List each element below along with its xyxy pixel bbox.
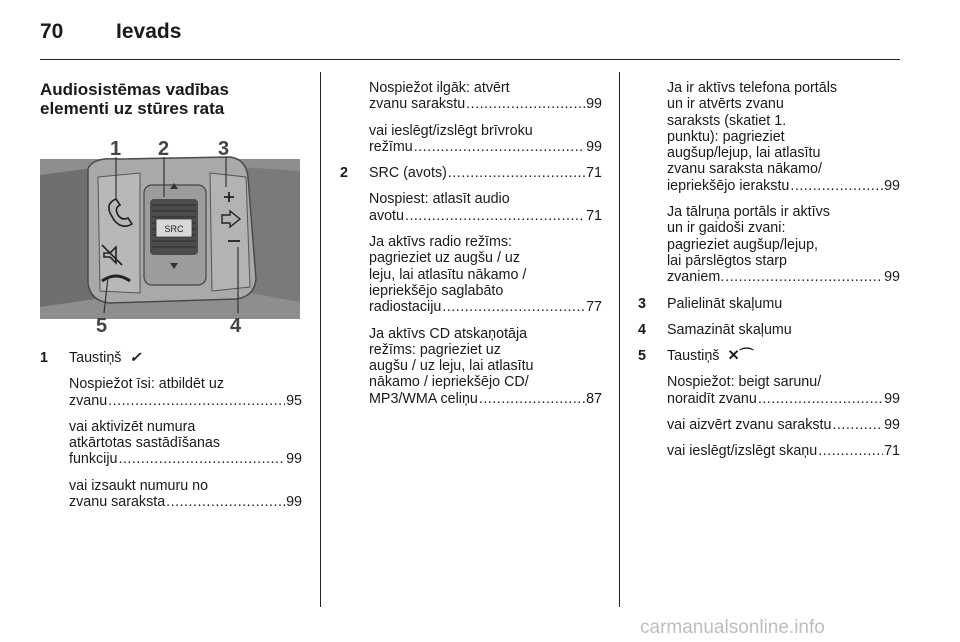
dot-leader	[118, 451, 285, 467]
dot-leader	[832, 417, 883, 433]
dot-leader	[758, 391, 883, 407]
item-4-label: Samazināt skaļumu	[667, 321, 792, 338]
page-ref: 99	[884, 390, 900, 407]
column-2	[340, 80, 602, 417]
text-line: noraidīt zvanu	[667, 390, 757, 407]
page-ref: 99	[586, 138, 602, 155]
toc-line	[369, 208, 602, 224]
text-line: atkārtotas sastādīšanas	[69, 435, 220, 452]
header-rule	[40, 59, 900, 60]
toc-line	[69, 451, 302, 467]
item-5-number: 5	[638, 348, 646, 365]
text-line: iepriekšējo ierakstu	[667, 177, 790, 194]
page-ref: 87	[586, 390, 602, 407]
text-line: pagrieziet augšup/lejup,	[667, 236, 819, 253]
text-line: Nospiežot: beigt sarunu/	[667, 374, 822, 391]
text-line: MP3/WMA celiņu	[369, 390, 478, 407]
callout-3: 3	[218, 138, 230, 160]
item-4	[638, 322, 900, 338]
item-3-label: Palielināt skaļumu	[667, 295, 783, 312]
text-line: avotu	[369, 207, 404, 224]
item-2	[340, 165, 602, 181]
col2-para-3	[340, 191, 602, 224]
toc-line	[369, 299, 602, 315]
toc-line	[667, 417, 900, 433]
text-line: pagrieziet uz augšu / uz	[369, 250, 521, 267]
dot-leader	[725, 269, 883, 285]
toc-line	[69, 393, 302, 409]
item-5-label: Taustiņš	[667, 348, 720, 365]
col2-para-4	[340, 234, 602, 315]
text-line: leju, lai atlasītu nākamo /	[369, 266, 527, 283]
text-line: zvaniem.	[667, 269, 725, 286]
item-1-para-2	[40, 419, 302, 468]
text-line: zvanu saraksta	[69, 494, 166, 511]
item-2-label: SRC (avots)	[369, 165, 447, 182]
callout-2: 2	[158, 138, 170, 160]
text-line: Ja ir aktīvs telefona portāls	[667, 80, 838, 96]
text-line: vai izsaukt numuru no	[69, 477, 209, 494]
column-divider-1	[320, 72, 321, 607]
page-ref: 71	[884, 443, 900, 460]
text-line: un ir atvērts zvanu	[667, 96, 784, 113]
section-title-line-1: Audiosistēmas vadības	[40, 80, 229, 99]
page-ref: 99	[884, 269, 900, 286]
text-line: vai ieslēgt/izslēgt brīvroku	[369, 122, 533, 139]
col3-para-1	[638, 80, 900, 194]
toc-line	[667, 443, 900, 459]
dot-leader	[414, 139, 585, 155]
src-label: SRC	[164, 224, 184, 234]
page-ref: 99	[884, 177, 900, 194]
page-ref: 99	[586, 96, 602, 113]
column-divider-2	[619, 72, 620, 607]
steering-wheel-illustration	[40, 127, 300, 337]
col3-para-5	[638, 443, 900, 459]
text-line: augšup/lejup, lai atlasītu	[667, 145, 821, 162]
page-ref: 71	[586, 165, 602, 182]
callout-1: 1	[110, 138, 122, 160]
toc-line	[369, 391, 602, 407]
item-4-number: 4	[638, 321, 646, 338]
col3-para-4	[638, 417, 900, 433]
toc-line	[369, 165, 602, 181]
item-3-number: 3	[638, 295, 646, 312]
text-line: funkciju	[69, 451, 118, 468]
text-line: režīms: pagrieziet uz	[369, 341, 501, 358]
text-line: Nospiest: atlasīt audio	[369, 191, 510, 208]
dot-leader	[818, 443, 883, 459]
item-2-number: 2	[340, 165, 348, 182]
chapter-title: Ievads	[116, 20, 182, 43]
text-line: Ja tālruņa portāls ir aktīvs	[667, 204, 830, 221]
callout-5: 5	[96, 315, 108, 337]
col3-para-3	[638, 374, 900, 407]
dot-leader	[790, 178, 883, 194]
text-line: Ja aktīvs CD atskaņotāja	[369, 325, 528, 342]
dot-leader	[166, 494, 285, 510]
col3-para-2	[638, 204, 900, 285]
steering-wheel-controls-figure	[40, 127, 300, 337]
col2-para-1	[340, 80, 602, 113]
text-line: režīmu	[369, 138, 413, 155]
section-title	[40, 80, 302, 118]
text-line: un ir gaidoši zvani:	[667, 220, 786, 237]
toc-line	[369, 139, 602, 155]
item-1-para-3	[40, 478, 302, 511]
toc-line	[667, 178, 900, 194]
column-3	[638, 80, 900, 470]
page-ref: 77	[586, 299, 602, 316]
text-line: zvanu saraksta nākamo/	[667, 161, 822, 178]
item-1	[40, 350, 302, 366]
dot-leader	[405, 208, 585, 224]
dot-leader	[442, 299, 585, 315]
item-1-label: Taustiņš	[69, 350, 122, 366]
text-line: zvanu	[69, 392, 108, 409]
toc-line	[369, 96, 602, 112]
column-1	[40, 80, 302, 118]
text-line: saraksts (skatiet 1.	[667, 112, 787, 129]
phone-answer-icon: ✓	[129, 350, 142, 366]
item-1-para-1	[40, 376, 302, 409]
text-line: lai pārslēgtos starp	[667, 252, 787, 269]
col2-para-5	[340, 326, 602, 407]
dot-leader	[108, 393, 285, 409]
text-line: iepriekšējo saglabāto	[369, 282, 504, 299]
page-ref: 95	[286, 392, 302, 409]
text-line: vai aizvērt zvanu sarakstu	[667, 417, 832, 434]
text-line: vai ieslēgt/izslēgt skaņu	[667, 443, 818, 460]
mute-hangup-icon: ✕⌒	[727, 348, 754, 365]
toc-line	[667, 269, 900, 285]
toc-line	[667, 391, 900, 407]
text-line: Ja aktīvs radio režīms:	[369, 234, 513, 251]
page-number: 70	[40, 20, 64, 43]
text-line: vai aktivizēt numura	[69, 418, 196, 435]
item-1-number: 1	[40, 350, 48, 366]
text-line: zvanu sarakstu	[369, 96, 466, 113]
toc-line	[69, 494, 302, 510]
text-line: radiostaciju	[369, 299, 442, 316]
dot-leader	[448, 165, 585, 181]
text-line: punktu): pagrieziet	[667, 128, 785, 145]
text-line: Nospiežot ilgāk: atvērt	[369, 80, 510, 96]
item-5	[638, 348, 900, 364]
text-line: augšu / uz leju, lai atlasītu	[369, 358, 534, 375]
column-1-text	[40, 350, 302, 520]
page-ref: 99	[884, 417, 900, 434]
watermark: carmanualsonline.info	[640, 617, 825, 638]
page-ref: 71	[586, 207, 602, 224]
section-title-line-2: elementi uz stūres rata	[40, 99, 225, 118]
dot-leader	[479, 391, 585, 407]
text-line: Nospiežot īsi: atbildēt uz	[69, 376, 224, 393]
dot-leader	[466, 96, 585, 112]
text-line: nākamo / iepriekšējo CD/	[369, 374, 529, 391]
callout-4: 4	[230, 315, 242, 337]
page-ref: 99	[286, 494, 302, 511]
item-3	[638, 296, 900, 312]
page-ref: 99	[286, 451, 302, 468]
col2-para-2	[340, 123, 602, 156]
